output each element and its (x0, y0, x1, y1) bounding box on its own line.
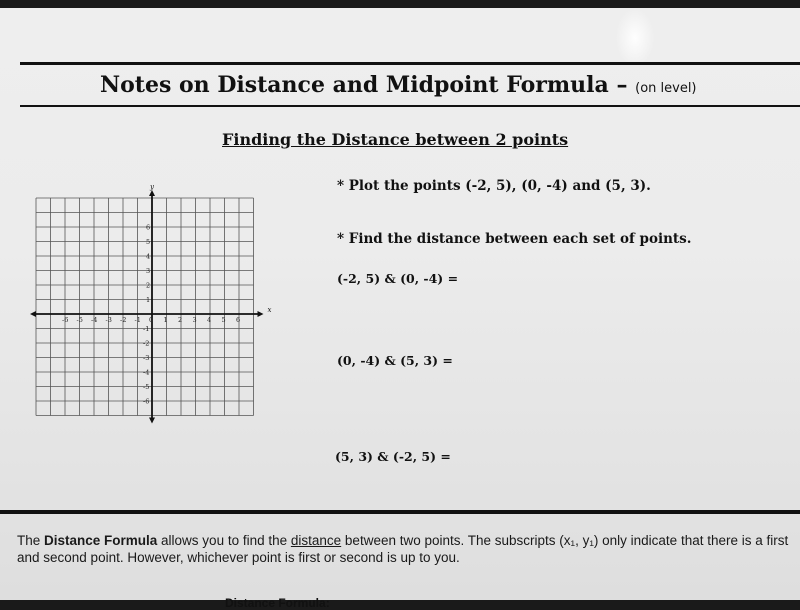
x-axis-right-arrow (258, 311, 264, 317)
y-tick-label: 5 (146, 238, 151, 246)
x-axis-left-arrow (30, 311, 36, 317)
y-tick-label: -5 (143, 383, 150, 391)
x-tick-label: 0 (149, 316, 154, 324)
y-tick-label: 2 (146, 281, 151, 290)
para-prefix: The (17, 533, 45, 548)
worksheet-page (0, 8, 800, 610)
x-tick-label: -5 (76, 316, 83, 324)
plot-instruction: * Plot the points (-2, 5), (0, -4) and (5, 3). (337, 178, 651, 194)
y-tick-label: -6 (143, 397, 150, 406)
distance-formula-paragraph (17, 532, 800, 566)
title-dash: – (608, 72, 636, 98)
distance-question-3: (5, 3) & (-2, 5) = (335, 449, 451, 464)
y-tick-label: 4 (146, 252, 151, 261)
y-tick-label: 1 (146, 296, 151, 304)
x-tick-label: 3 (192, 316, 197, 324)
x-tick-label: 2 (178, 316, 183, 324)
x-tick-label: -4 (91, 316, 98, 324)
para-rest: between two points. The subscripts (x₁, y₁) only indicate that there is a first and second point. However, whichever point is first or second is up to you. (17, 533, 789, 565)
level-note: (on level) (635, 81, 697, 96)
x-tick-label: 6 (236, 316, 241, 324)
y-tick-label: -2 (143, 339, 150, 348)
x-tick-label: -2 (120, 316, 127, 324)
bottom-rule (0, 510, 800, 514)
coordinate-plane (28, 183, 272, 436)
y-tick-label: -3 (143, 354, 150, 362)
section-subtitle: Finding the Distance between 2 points (222, 130, 569, 149)
x-tick-label: -1 (134, 316, 141, 324)
y-tick-label: -4 (143, 368, 150, 377)
x-tick-label: 1 (163, 316, 168, 324)
y-tick-label: 6 (146, 223, 151, 232)
formula-label: Distance Formula: (225, 596, 330, 610)
para-term: Distance Formula (44, 533, 158, 548)
distance-question-2: (0, -4) & (5, 3) = (337, 353, 453, 368)
coordinate-grid (28, 183, 272, 436)
title-text: Notes on Distance and Midpoint Formula (100, 72, 609, 98)
y-axis-bottom-arrow (149, 418, 155, 424)
x-axis-label: x (267, 306, 272, 314)
x-tick-label: 4 (207, 316, 212, 324)
para-mid: allows you to find the (157, 533, 291, 548)
y-tick-label: -1 (143, 325, 150, 333)
light-glare (615, 8, 655, 68)
find-instruction: * Find the distance between each set of points. (337, 231, 692, 247)
distance-question-1: (-2, 5) & (0, -4) = (337, 271, 459, 286)
title-underline-rule (20, 105, 800, 107)
y-axis-label: y (150, 183, 154, 191)
top-rule (20, 62, 800, 65)
x-tick-label: -6 (62, 316, 69, 324)
x-tick-label: 5 (221, 316, 226, 324)
para-underlined: distance (290, 533, 342, 548)
page-title (100, 72, 800, 98)
x-tick-label: -3 (105, 316, 112, 324)
y-tick-label: 3 (146, 267, 151, 275)
